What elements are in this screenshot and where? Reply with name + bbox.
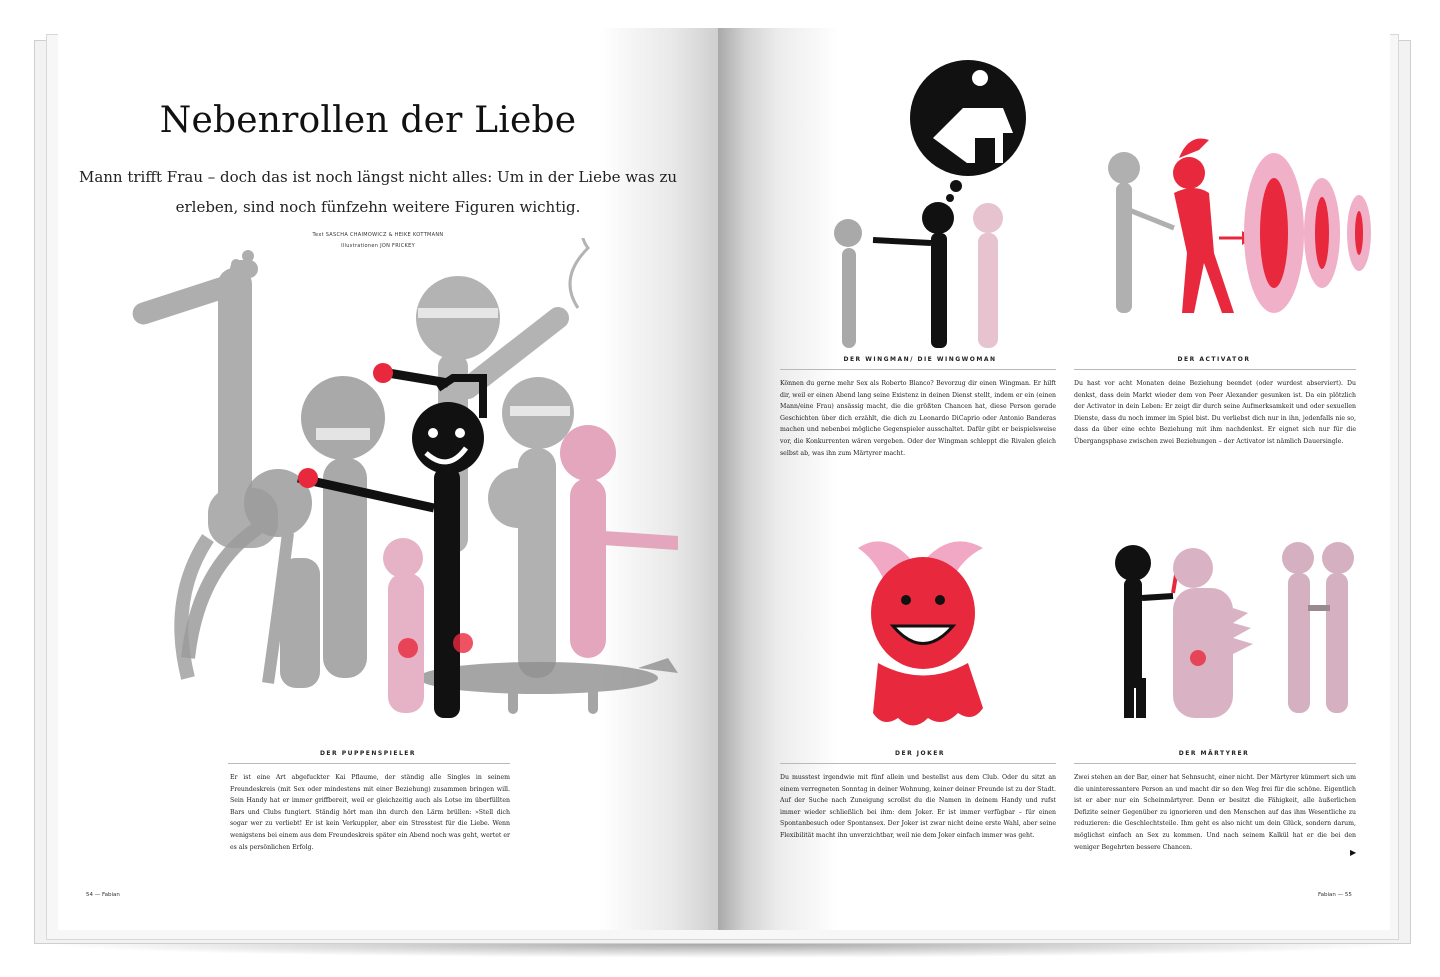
woman-figure xyxy=(973,203,1003,348)
black-martyr-figure xyxy=(1115,545,1173,718)
wingman-figure xyxy=(873,202,954,348)
wingman-illustration xyxy=(818,58,1078,348)
body-activator: Du hast vor acht Monaten deine Beziehung beendet (oder wurdest abserviert). Du denkst, dass dein Markt wieder dem von Peer Alexander gesunken ist. Da ein plötzlich der Activator in dein Leben: Er zeigt dir durch seine Aufmerksamkeit und oder sexuellen Dienste, dass du noch immer im Spiel bist. Du verliebst dich nur in ihn, jedenfalls nie so, dass da über eine echte Beziehung mit ihm nachdenkst. Er eignet sich nur für die Übergangsphase zwischen zwei Beziehungen – der Activator ist nämlich Dauersingle. xyxy=(1074,380,1356,445)
body-wingman: Können du gerne mehr Sex als Roberto Blanco? Bevorzug dir einen Wingman. Er hilft dir, weil er einen Abend lang seine Existenz in deinen Dienst stellt, indem er ein (einen Mann/eine Frau) ansässig macht, die die größten Chancen hat, diese Person gerade Geschichten über dich erzählt, die dich zu Leonardo DiCaprio oder Antonio Banderas machen und nebenbei mögliche Gegenspieler ausschaltet. Dafür gibt er beispielsweise vor, die Konkurrenten wären vergeben. Oder der Wingman schleppt die Rivalen gleich selbst ab, was ihn zum Märtyrer macht. xyxy=(780,380,1056,457)
credit-text: Text SASCHA CHAIMOWICZ & HEIKE KOTTMANN xyxy=(312,232,444,238)
folio-left: 54 — Fabian xyxy=(86,892,120,898)
right-page xyxy=(718,28,1390,930)
section-rule-joker xyxy=(780,763,1056,764)
section-rule-activator xyxy=(1074,369,1356,370)
grey-figure-right xyxy=(488,377,574,678)
hugging-couple-figure xyxy=(1282,542,1354,713)
spiky-creature-figure xyxy=(1173,548,1253,718)
body-joker: Du musstest irgendwie mit fünf allein und bestellst aus dem Club. Oder du sitzt an einem verregneten Sonntag in deiner Wohnung, keiner deiner Freunde ist zu der Stadt. Auf der Suche nach Zuneigung scrollst du die Namen in deinem Handy und rufst immer wieder schließlich bei ihm: dem Joker. Er ist immer verfügbar – für einen Spontanbesuch oder Spontansex. Der Joker ist zwar nicht deine erste Wahl, aber seine Flexibilität macht ihn unverzichtbar, weil nie dem Joker einfach immer was geht. xyxy=(780,774,1057,839)
article-deck xyxy=(78,162,678,222)
red-accent-dot xyxy=(453,633,473,653)
octopus-figure xyxy=(188,469,320,688)
grey-figure-activator xyxy=(1108,152,1174,313)
left-page xyxy=(58,28,718,930)
section-label-martyr: DER MÄRTYRER xyxy=(1178,750,1250,757)
section-label-activator: DER ACTIVATOR xyxy=(1177,356,1251,363)
section-label-joker: DER JOKER xyxy=(895,750,945,757)
section-rule-puppenspieler xyxy=(228,763,510,764)
red-activator-figure xyxy=(1173,138,1234,313)
joker-face xyxy=(871,557,975,669)
deck-line-1: Mann trifft Frau – doch das ist noch längst nicht alles: Um in der Liebe was zu xyxy=(78,168,678,186)
section-label-puppenspieler: DER PUPPENSPIELER xyxy=(319,750,417,757)
pink-figure-center xyxy=(383,538,424,713)
continue-arrow-icon: ▶ xyxy=(1350,848,1357,857)
body-martyr: Zwei stehen an der Bar, einer hat Sehnsucht, einer nicht. Der Märtyrer kümmert sich um die uninteressantere Person an und macht dir so den Weg frei für die schöne. Eigentlich ist er aber nur ein Scheinmärtyrer. Denn er besitzt die Fähigkeit, alle äußerlichen Defizite seiner Gegenüber zu ignorieren und den Menschen auf das ihm Wesentliche zu reduzieren: die Geschlechtsteile. Ihm geht es also nicht um dein Glück, sondern darum, möglichst einfach an Sex zu kommen. Und nach seinem Kalkül hat er die bei den weniger Begehrten bessere Chancen. xyxy=(1074,774,1356,851)
section-label-wingman: DER WINGMAN/ DIE WINGWOMAN xyxy=(843,356,997,363)
body-puppenspieler: Er ist eine Art abgefuckter Kai Pflaume, der ständig alle Singles in seinem Freundeskreis (mit Sex oder mindestens mit einer Beziehung) zusammen bringen will. Sein Handy hat er immer griffbereit, weil er gleichzeitig auch als Lotse im überfüllten Bars und Clubs fungiert. Ständig hört man ihn durch den Lärm brüllen: »Stell dich sogar wer zu verliebt! Er ist kein Verkuppler, aber ein Stresstest für die Liebe. Wenn wenigstens bei einem aus dem Freundeskreis später ein Abend noch was geht, wertet er es als persönlichen Erfolg. xyxy=(230,774,510,851)
grey-man-figure xyxy=(834,219,862,348)
puppeteer-crowd-illustration xyxy=(118,238,678,728)
credit-illustration: Illustrationen JON FRICKEY xyxy=(341,243,415,249)
section-rule-wingman xyxy=(780,369,1056,370)
article-title: Nebenrollen der Liebe xyxy=(159,100,577,141)
pink-woman-figure xyxy=(560,425,678,658)
deck-line-2: erleben, sind noch fünfzehn weitere Figuren wichtig. xyxy=(175,198,581,216)
activator-illustration xyxy=(1094,118,1384,328)
martyr-illustration xyxy=(1098,538,1378,728)
folio-right: Fabian — 55 xyxy=(1318,892,1352,898)
joker-illustration xyxy=(848,528,998,733)
section-rule-martyr xyxy=(1074,763,1356,764)
joker-collar xyxy=(873,663,983,726)
